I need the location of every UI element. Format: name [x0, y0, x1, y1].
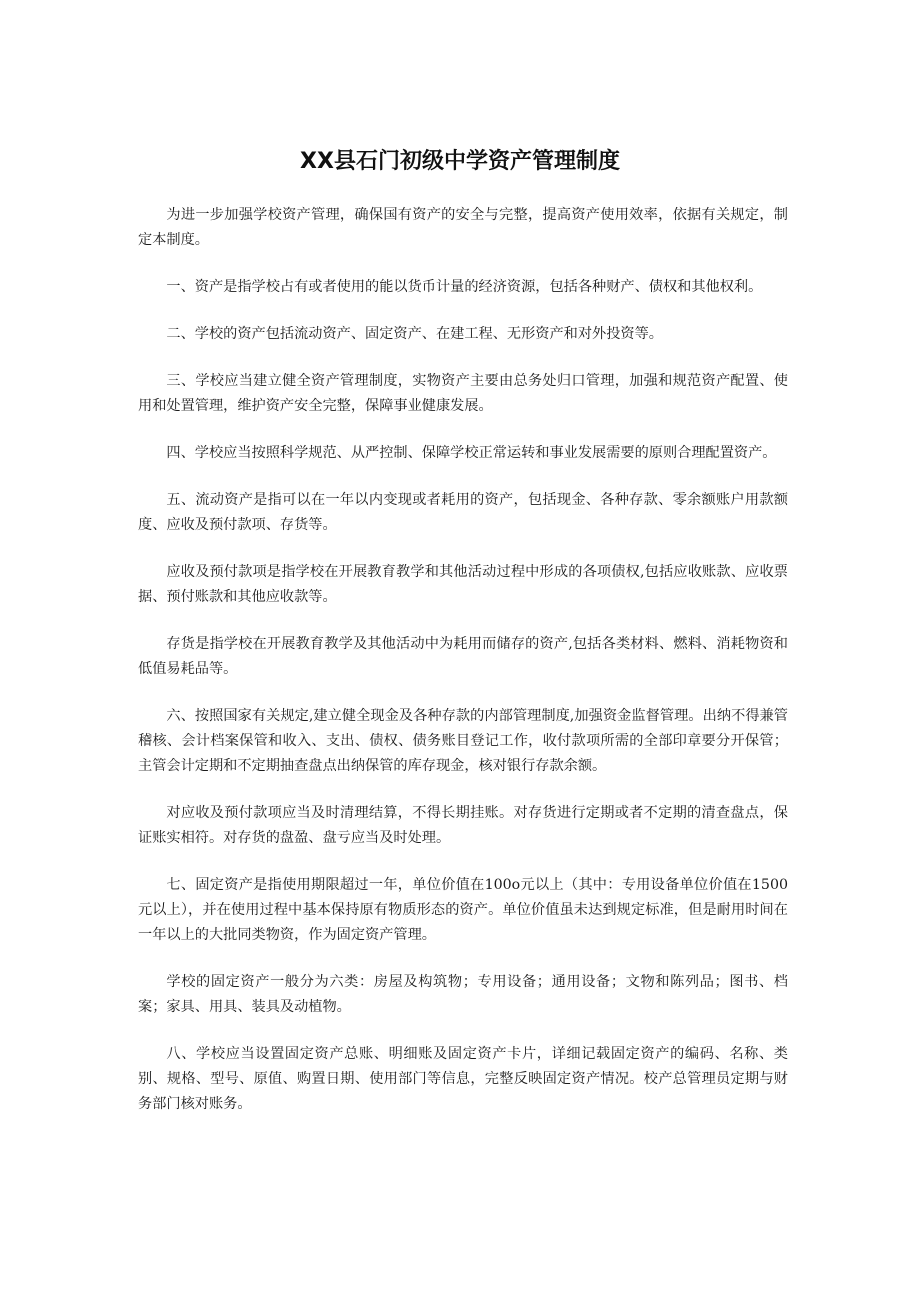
paragraph-article-8: 八、学校应当设置固定资产总账、明细账及固定资产卡片，详细记载固定资产的编码、名称、类别、规格、型号、原值、购置日期、使用部门等信息，完整反映固定资产情况。校产总管理员定期与财务部门核对账务。	[138, 1046, 788, 1112]
paragraph-article-6: 六、按照国家有关规定,建立健全现金及各种存款的内部管理制度,加强资金监督管理。出纳不得兼管稽核、会计档案保管和收入、支出、债权、债务账目登记工作，收付款项所需的全部印章要分开保管；主管会计定期和不定期抽查盘点出纳保管的库存现金，核对银行存款余额。	[138, 708, 788, 774]
paragraph-article-4: 四、学校应当按照科学规范、从严控制、保障学校正常运转和事业发展需要的原则合理配置资产。	[166, 445, 777, 461]
paragraph-article-7: 七、固定资产是指使用期限超过一年，单位价值在100o元以上（其中：专用设备单位价值在1500元以上），并在使用过程中基本保持原有物质形态的资产。单位价值虽未达到规定标准，但是耐用时间在一年以上的大批同类物资，作为固定资产管理。	[138, 877, 788, 943]
paragraph-settlement: 对应收及预付款项应当及时清理结算，不得长期挂账。对存货进行定期或者不定期的清查盘点，保证账实相符。对存货的盘盈、盘亏应当及时处理。	[138, 805, 788, 846]
paragraph-inventory: 存货是指学校在开展教育教学及其他活动中为耗用而储存的资产,包括各类材料、燃料、消耗物资和低值易耗品等。	[138, 636, 788, 677]
paragraph-article-1: 一、资产是指学校占有或者使用的能以货币计量的经济资源，包括各种财产、债权和其他权利。	[166, 279, 763, 295]
paragraph-asset-categories: 学校的固定资产一般分为六类：房屋及构筑物；专用设备；通用设备；文物和陈列品；图书、档案；家具、用具、装具及动植物。	[138, 974, 788, 1015]
document-body	[138, 203, 788, 1139]
paragraph-article-5: 五、流动资产是指可以在一年以内变现或者耗用的资产，包括现金、各种存款、零余额账户用款额度、应收及预付款项、存货等。	[138, 492, 788, 533]
paragraph-receivables: 应收及预付款项是指学校在开展教育教学和其他活动过程中形成的各项债权,包括应收账款、应收票据、预付账款和其他应收款等。	[138, 564, 788, 605]
paragraph-intro: 为进一步加强学校资产管理，确保国有资产的安全与完整，提高资产使用效率，依据有关规定，制定本制度。	[138, 207, 788, 248]
paragraph-article-3: 三、学校应当建立健全资产管理制度，实物资产主要由总务处归口管理，加强和规范资产配置、使用和处置管理，维护资产安全完整，保障事业健康发展。	[138, 373, 788, 414]
paragraph-article-2: 二、学校的资产包括流动资产、固定资产、在建工程、无形资产和对外投资等。	[166, 326, 663, 342]
document-title: XX县石门初级中学资产管理制度	[300, 149, 620, 174]
